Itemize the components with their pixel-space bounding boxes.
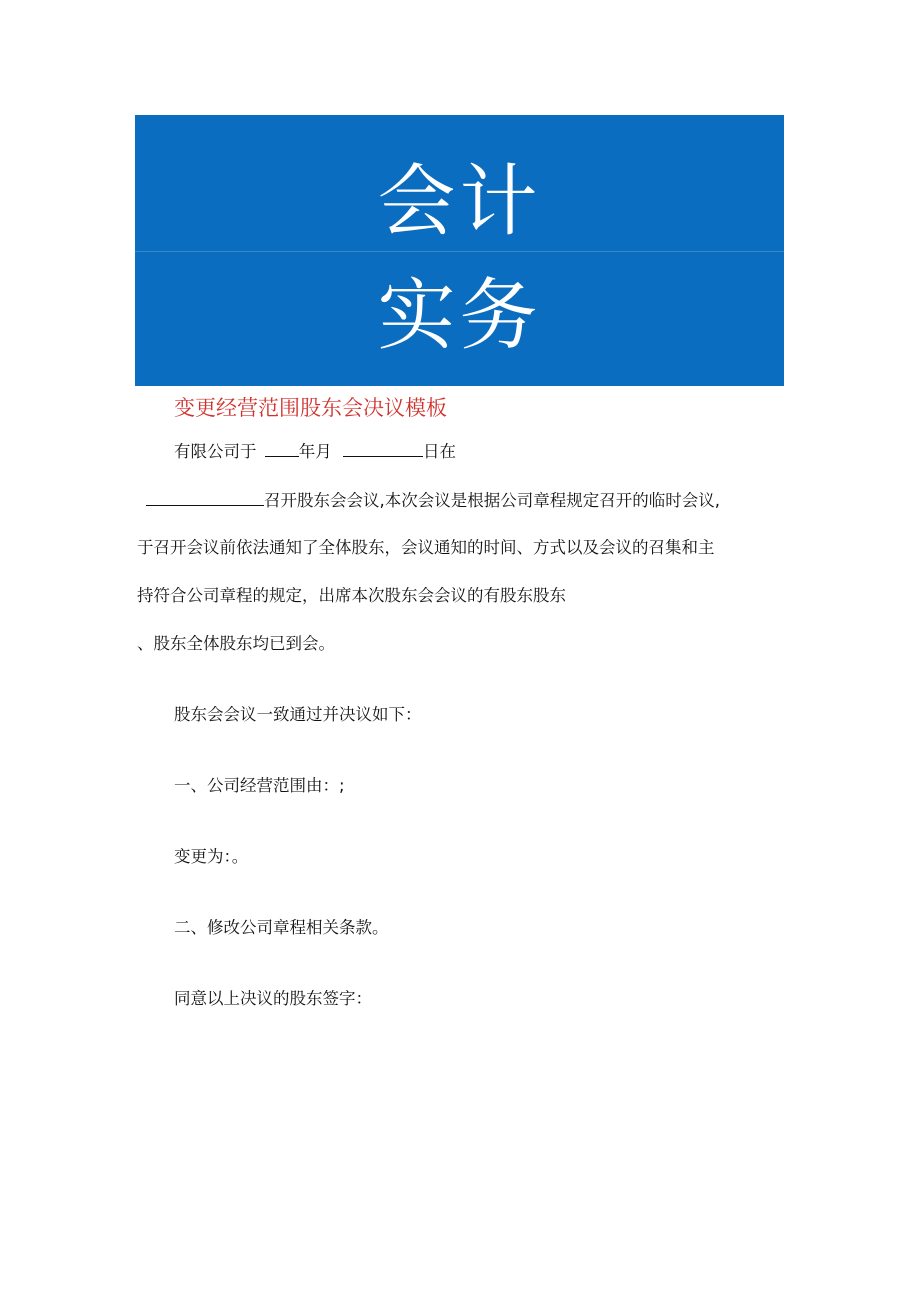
year-blank xyxy=(265,442,299,457)
banner-title-line-2: 实务 xyxy=(377,271,542,361)
day-location-label: 日在 xyxy=(423,442,456,461)
signature-line: 同意以上决议的股东签字： xyxy=(174,989,372,1008)
paragraph-line-2 xyxy=(146,491,720,511)
paragraph-line-5: 、股东全体股东均已到会。 xyxy=(137,634,335,653)
day-blank xyxy=(343,442,423,457)
document-title: 变更经营范围股东会决议模板 xyxy=(174,396,447,420)
resolution-item-1: 一、公司经营范围由：; xyxy=(174,776,345,795)
resolution-item-1-change: 变更为：。 xyxy=(174,847,249,866)
year-month-label: 年月 xyxy=(298,442,332,461)
paragraph-line-1 xyxy=(174,442,456,462)
paragraph-line-4: 持符合公司章程的规定，出席本次股东会会议的有股东股东 xyxy=(137,586,566,605)
header-banner xyxy=(135,115,784,386)
company-label: 有限公司于 xyxy=(174,442,257,461)
resolution-item-2: 二、修改公司章程相关条款。 xyxy=(174,918,389,937)
location-blank xyxy=(146,491,264,506)
banner-divider xyxy=(135,251,784,252)
resolution-intro: 股东会会议一致通过并决议如下： xyxy=(174,705,422,724)
banner-title-line-1: 会计 xyxy=(377,157,542,247)
paragraph-line-3: 于召开会议前依法通知了全体股东，会议通知的时间、方式以及会议的召集和主 xyxy=(137,538,715,557)
meeting-text: 召开股东会会议,本次会议是根据公司章程规定召开的临时会议, xyxy=(264,491,720,510)
